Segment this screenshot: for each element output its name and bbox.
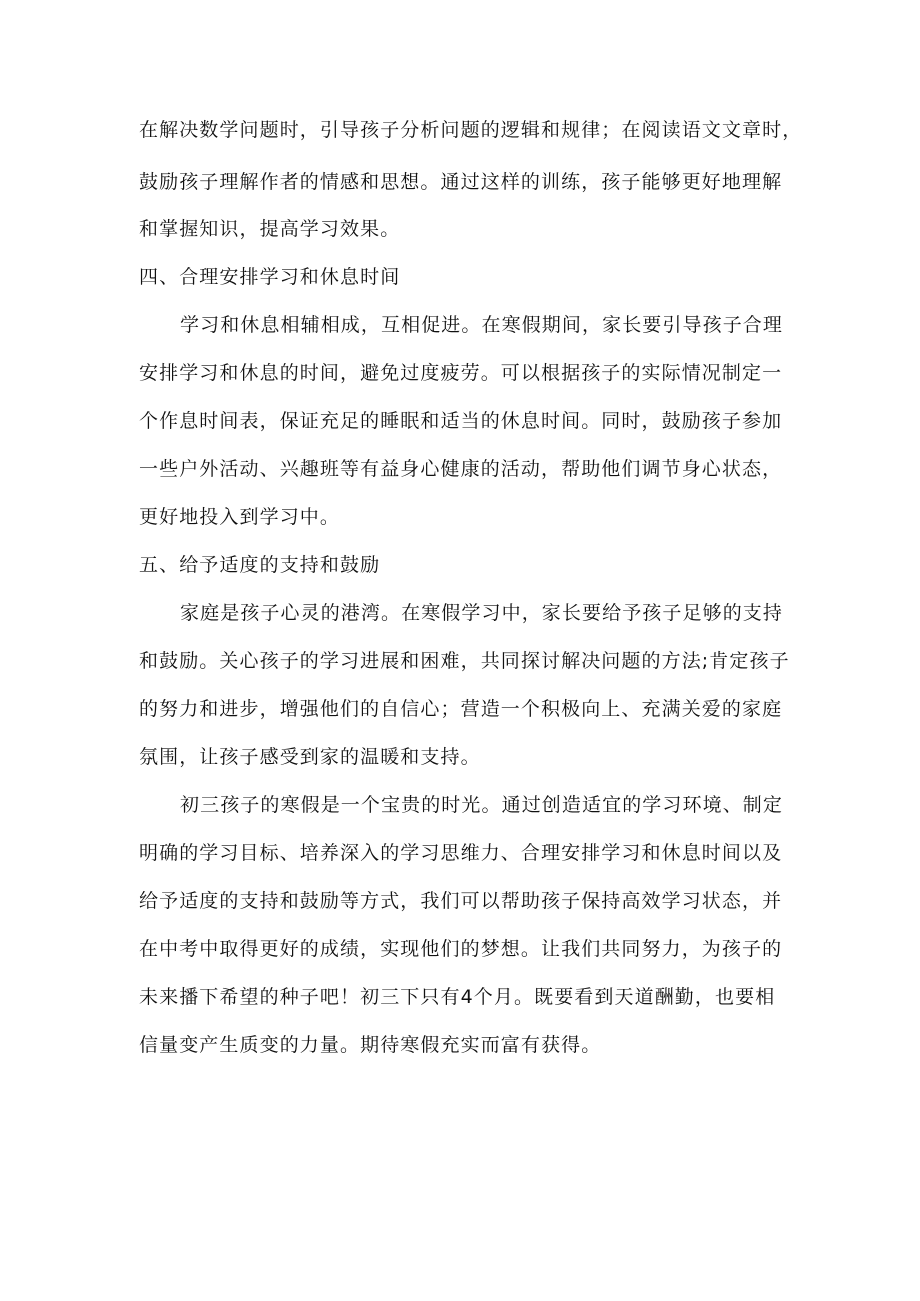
paragraph-line: 学习和休息相辅相成，互相促进。在寒假期间，家长要引导孩子合理 bbox=[180, 314, 784, 336]
paragraph-line: 初三孩子的寒假是一个宝贵的时光。通过创造适宜的学习环境、制定 bbox=[180, 794, 784, 816]
paragraph-line: 鼓励孩子理解作者的情感和思想。通过这样的训练，孩子能够更好地理解 bbox=[139, 171, 783, 193]
paragraph-line: 更好地投入到学习中。 bbox=[139, 506, 341, 528]
paragraph-line: 和鼓励。关心孩子的学习进展和困难，共同探讨解决问题的方法;肯定孩子 bbox=[139, 650, 790, 672]
paragraph-line: 给予适度的支持和鼓励等方式，我们可以帮助孩子保持高效学习状态，并 bbox=[139, 890, 783, 912]
paragraph-line: 明确的学习目标、培养深入的学习思维力、合理安排学习和休息时间以及 bbox=[139, 842, 783, 864]
section-heading: 四、合理安排学习和休息时间 bbox=[139, 266, 401, 288]
paragraph-line: 个作息时间表，保证充足的睡眠和适当的休息时间。同时，鼓励孩子参加 bbox=[139, 410, 783, 432]
paragraph-line: 未来播下希望的种子吧！初三下只有4个月。既要看到天道酬勤，也要相 bbox=[139, 986, 776, 1008]
paragraph-line: 在解决数学问题时，引导孩子分析问题的逻辑和规律；在阅读语文文章时， bbox=[139, 119, 803, 141]
paragraph-line: 一些户外活动、兴趣班等有益身心健康的活动，帮助他们调节身心状态， bbox=[139, 458, 783, 480]
paragraph-line: 家庭是孩子心灵的港湾。在寒假学习中，家长要给予孩子足够的支持 bbox=[180, 602, 784, 624]
section-heading: 五、给予适度的支持和鼓励 bbox=[139, 554, 381, 576]
paragraph-line: 信量变产生质变的力量。期待寒假充实而富有获得。 bbox=[139, 1034, 602, 1056]
paragraph-line: 安排学习和休息的时间，避免过度疲劳。可以根据孩子的实际情况制定一 bbox=[139, 362, 783, 384]
paragraph-line: 和掌握知识，提高学习效果。 bbox=[139, 218, 401, 240]
paragraph-line: 的努力和进步，增强他们的自信心；营造一个积极向上、充满关爱的家庭 bbox=[139, 698, 783, 720]
paragraph-line: 氛围，让孩子感受到家的温暖和支持。 bbox=[139, 746, 481, 768]
paragraph-line: 在中考中取得更好的成绩，实现他们的梦想。让我们共同努力，为孩子的 bbox=[139, 938, 783, 960]
